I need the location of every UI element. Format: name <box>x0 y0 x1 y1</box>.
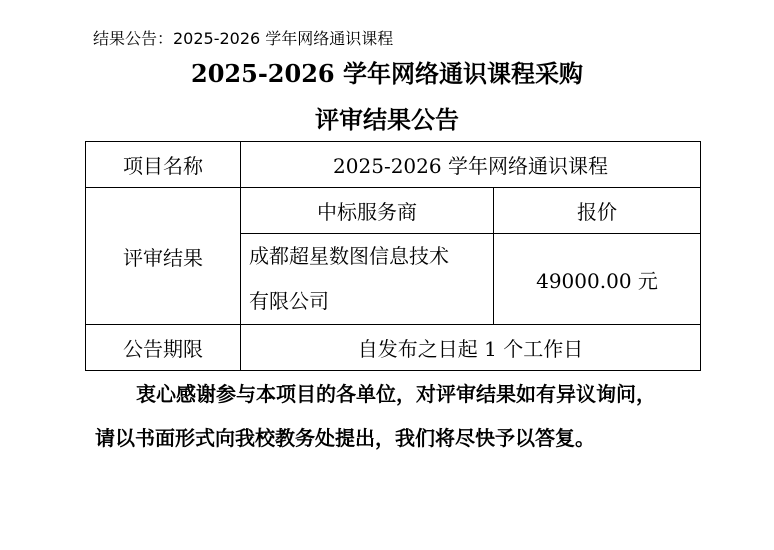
winner-name-line2: 有限公司 <box>249 289 329 313</box>
winner-name-line1: 成都超星数图信息技术 <box>249 244 449 268</box>
table-row-period <box>86 325 701 371</box>
winner-header: 中标服务商 <box>241 188 494 234</box>
project-name-label: 项目名称 <box>86 142 241 188</box>
price-header: 报价 <box>494 188 701 234</box>
winner-cell <box>241 234 494 325</box>
table-row-project <box>86 142 701 188</box>
header-note: 结果公告：2025-2026 学年网络通识课程 <box>93 29 394 48</box>
project-name-value: 2025-2026 学年网络通识课程 <box>241 142 701 188</box>
closing-paragraph-line2: 请以书面形式向我校教务处提出，我们将尽快予以答复。 <box>95 426 595 450</box>
price-value: 49000.00 元 <box>494 234 701 325</box>
period-value: 自发布之日起 1 个工作日 <box>241 325 701 371</box>
announcement-title: 2025-2026 学年网络通识课程采购 <box>191 59 583 88</box>
period-label: 公告期限 <box>86 325 241 371</box>
announcement-subtitle: 评审结果公告 <box>315 105 459 134</box>
table-row-result-header <box>86 188 701 234</box>
result-table <box>85 141 701 371</box>
closing-paragraph-line1: 衷心感谢参与本项目的各单位，对评审结果如有异议询问， <box>136 382 656 406</box>
result-label: 评审结果 <box>86 188 241 325</box>
